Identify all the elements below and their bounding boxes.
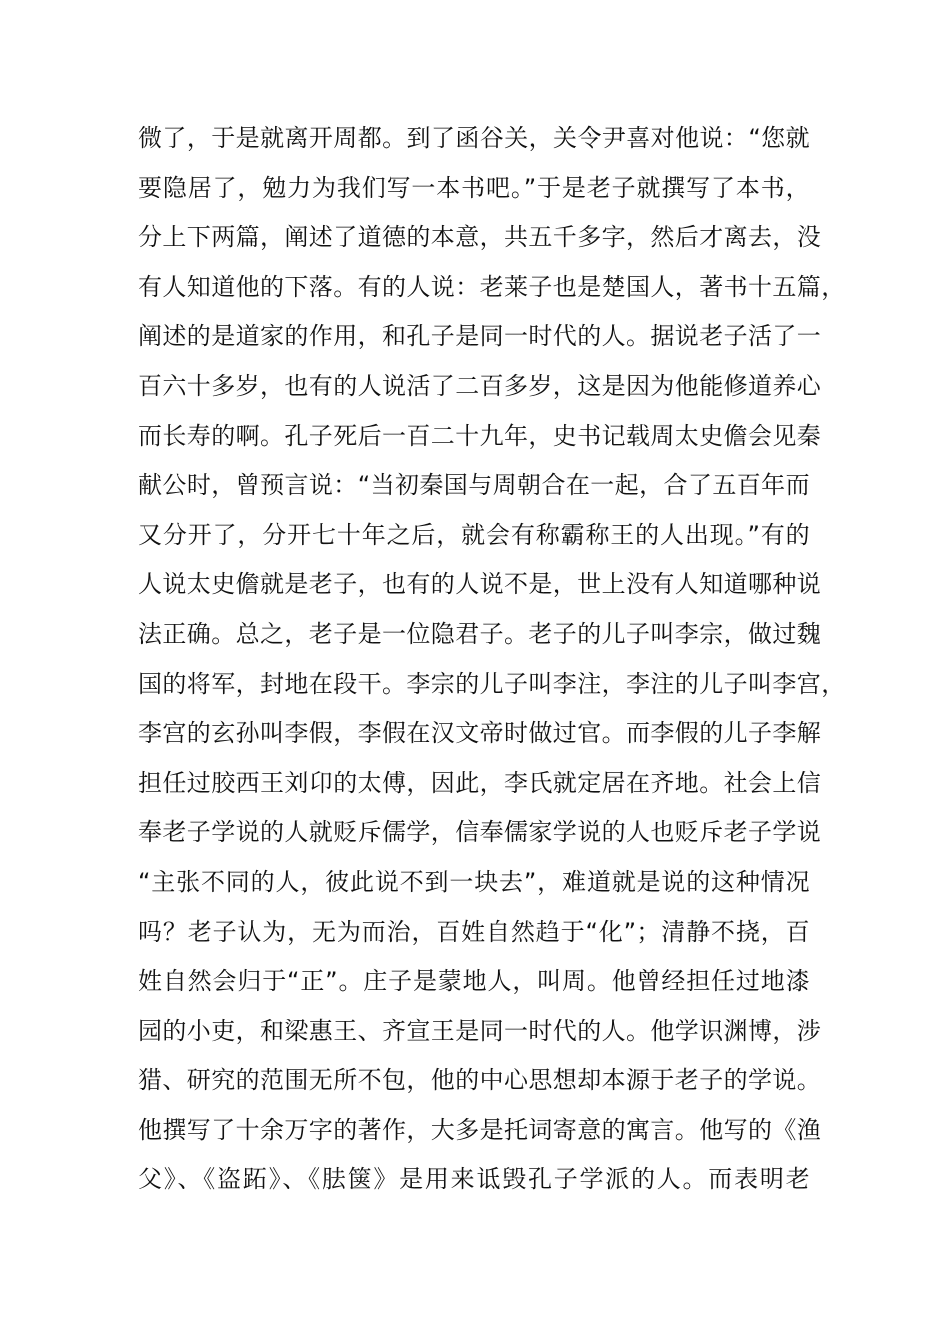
text-line-22: 父》、《盗跖》、《胠箧》是用来诋毁孔子学派的人。而表明老 xyxy=(138,1165,810,1194)
text-line-2: 要隐居了，勉力为我们写一本书吧。”于是老子就撰写了本书， xyxy=(138,173,810,202)
text-line-19: 园的小吏，和梁惠王、齐宣王是同一时代的人。他学识渊博，涉 xyxy=(138,1016,822,1045)
text-line-12: 国的将军，封地在段干。李宗的儿子叫李注，李注的儿子叫李宫， xyxy=(138,669,846,698)
text-line-14: 担任过胶西王刘卬的太傅，因此，李氏就定居在齐地。社会上信 xyxy=(138,768,822,797)
text-line-10: 人说太史儋就是老子，也有的人说不是，世上没有人知道哪种说 xyxy=(138,570,822,599)
body-text xyxy=(138,114,846,1205)
text-line-13: 李宫的玄孙叫李假，李假在汉文帝时做过官。而李假的儿子李解 xyxy=(138,719,822,748)
text-line-20: 猎、研究的范围无所不包，他的中心思想却本源于老子的学说。 xyxy=(138,1066,822,1095)
text-line-5: 阐述的是道家的作用，和孔子是同一时代的人。据说老子活了一 xyxy=(138,322,822,351)
text-line-21: 他撰写了十余万字的著作，大多是托词寄意的寓言。他写的《渔 xyxy=(138,1115,822,1144)
text-line-8: 献公时，曾预言说：“当初秦国与周朝合在一起，合了五百年而 xyxy=(138,471,810,500)
text-line-3: 分上下两篇，阐述了道德的本意，共五千多字，然后才离去，没 xyxy=(138,223,822,252)
text-line-18: 姓自然会归于“正”。庄子是蒙地人，叫周。他曾经担任过地漆 xyxy=(138,967,810,996)
text-line-9: 又分开了，分开七十年之后，就会有称霸称王的人出现。”有的 xyxy=(138,520,810,549)
text-line-7: 而长寿的啊。孔子死后一百二十九年，史书记载周太史儋会见秦 xyxy=(138,421,822,450)
text-line-1: 微了，于是就离开周都。到了函谷关，关令尹喜对他说：“您就 xyxy=(138,124,810,152)
text-line-17: 吗？老子认为，无为而治，百姓自然趋于“化”；清静不挠，百 xyxy=(138,917,810,946)
text-line-11: 法正确。总之，老子是一位隐君子。老子的儿子叫李宗，做过魏 xyxy=(138,619,822,648)
text-line-16: “主张不同的人，彼此说不到一块去”，难道就是说的这种情况 xyxy=(138,867,810,896)
text-line-15: 奉老子学说的人就贬斥儒学，信奉儒家学说的人也贬斥老子学说 xyxy=(138,818,822,847)
text-line-6: 百六十多岁，也有的人说活了二百多岁，这是因为他能修道养心 xyxy=(138,371,822,400)
text-line-4: 有人知道他的下落。有的人说：老莱子也是楚国人，著书十五篇， xyxy=(138,272,846,301)
